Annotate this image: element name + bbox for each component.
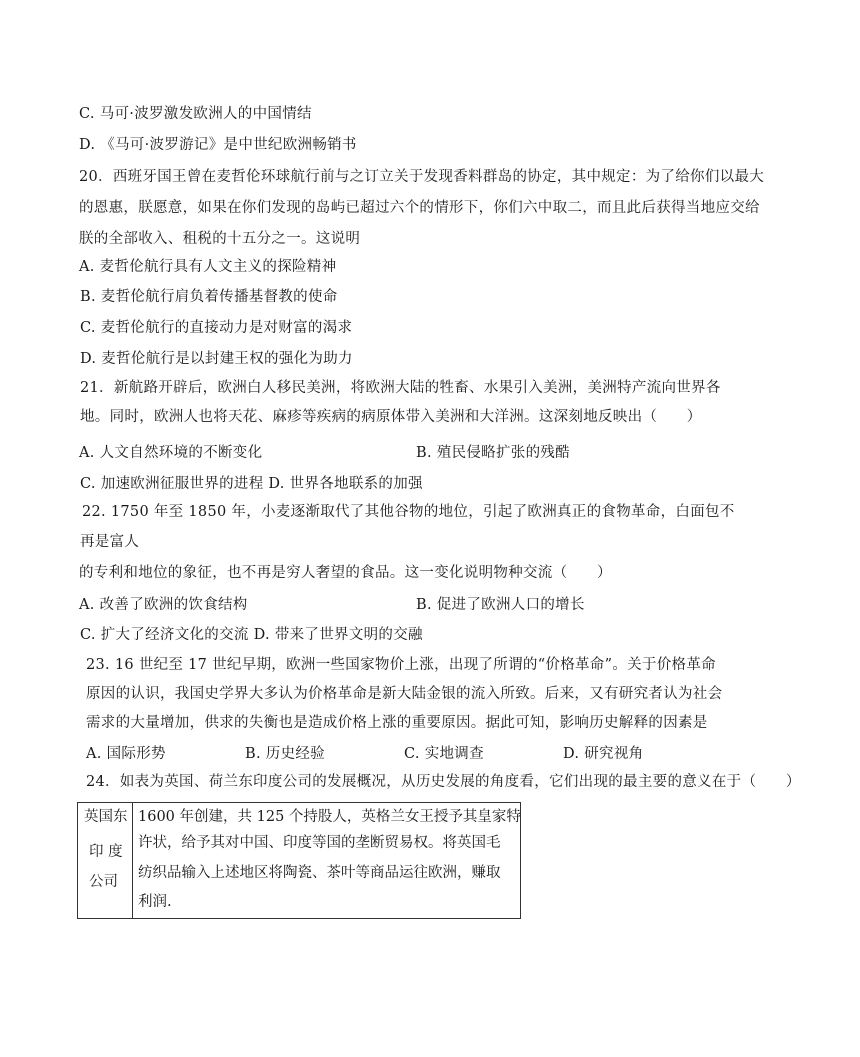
q21-option-b: B. 殖民侵略扩张的残酷 bbox=[416, 445, 570, 461]
q22-stem-line1: 22. 1750 年至 1850 年，小麦逐渐取代了其他谷物的地位，引起了欧洲真正的食物革命，白面包不 bbox=[82, 504, 735, 520]
description-line1: 1600 年创建，共 125 个持股人，英格兰女王授予其皇家特 bbox=[138, 809, 521, 825]
q20-option-c: C. 麦哲伦航行的直接动力是对财富的渴求 bbox=[80, 320, 353, 336]
q23-option-b: B. 历史经验 bbox=[245, 746, 325, 762]
q20-option-a: A. 麦哲伦航行具有人文主义的探险精神 bbox=[79, 259, 337, 275]
q20-stem-line3: 朕的全部收入、租税的十五分之一。这说明 bbox=[79, 231, 361, 247]
q23-option-a: A. 国际形势 bbox=[86, 746, 166, 762]
company-label-line2: 印 度 bbox=[89, 844, 123, 860]
company-label-line3: 公司 bbox=[89, 874, 118, 890]
q20-option-b: B. 麦哲伦航行肩负着传播基督教的使命 bbox=[80, 289, 338, 305]
q22-stem-line2: 再是富人 bbox=[80, 534, 140, 550]
q22-stem-line3: 的专利和地位的象征，也不再是穷人奢望的食品。这一变化说明物种交流（ ） bbox=[79, 565, 612, 581]
q19-option-d: D. 《马可·波罗游记》是中世纪欧洲畅销书 bbox=[79, 137, 357, 153]
table-company-cell bbox=[78, 803, 133, 918]
q24-stem: 24．如表为英国、荷兰东印度公司的发展概况，从历史发展的角度看，它们出现的最主要的意义在于（ ） bbox=[86, 774, 801, 790]
q22-option-a: A. 改善了欧洲的饮食结构 bbox=[79, 597, 248, 613]
q20-option-d: D. 麦哲伦航行是以封建王权的强化为助力 bbox=[80, 351, 353, 367]
company-label-line1: 英国东 bbox=[84, 809, 128, 825]
q19-option-c: C. 马可·波罗激发欧洲人的中国情结 bbox=[79, 106, 312, 122]
description-line2: 许状，给予其对中国、印度等国的垄断贸易权。将英国毛 bbox=[138, 835, 501, 851]
q22-option-b: B. 促进了欧洲人口的增长 bbox=[416, 597, 585, 613]
q20-stem-line1: 20．西班牙国王曾在麦哲伦环球航行前与之订立关于发现香料群岛的协定，其中规定：为了给你们以最大 bbox=[79, 169, 765, 185]
q22-option-cd: C. 扩大了经济文化的交流 D. 带来了世界文明的交融 bbox=[80, 627, 423, 643]
q23-stem-line2: 原因的认识，我国史学界大多认为价格革命是新大陆金银的流入所致。后来，又有研究者认为社会 bbox=[86, 686, 723, 702]
description-line4: 利润. bbox=[138, 894, 172, 910]
description-line3: 纺织品输入上述地区将陶瓷、茶叶等商品运往欧洲，赚取 bbox=[138, 865, 501, 881]
q20-stem-line2: 的恩惠，朕愿意，如果在你们发现的岛屿已超过六个的情形下，你们六中取二，而且此后获得当地应交给 bbox=[79, 200, 760, 216]
q23-option-c: C. 实地调查 bbox=[404, 746, 484, 762]
q21-stem-line1: 21．新航路开辟后，欧洲白人移民美洲，将欧洲大陆的牲畜、水果引入美洲，美洲特产流向世界各 bbox=[80, 380, 721, 396]
q21-option-a: A. 人文自然环境的不断变化 bbox=[79, 445, 263, 461]
q23-stem-line3: 需求的大量增加，供求的失衡也是造成价格上涨的重要原因。据此可知，影响历史解释的因素是 bbox=[86, 715, 708, 731]
east-india-company-table bbox=[77, 802, 521, 919]
q21-stem-line2: 地。同时，欧洲人也将天花、麻疹等疾病的病原体带入美洲和大洋洲。这深刻地反映出（ ） bbox=[80, 409, 702, 425]
q23-stem-line1: 23. 16 世纪至 17 世纪早期，欧洲一些国家物价上涨，出现了所谓的“价格革命”。关于价格革命 bbox=[86, 657, 716, 673]
q23-option-d: D. 研究视角 bbox=[563, 746, 644, 762]
q21-option-cd: C. 加速欧洲征服世界的进程 D. 世界各地联系的加强 bbox=[80, 476, 423, 492]
